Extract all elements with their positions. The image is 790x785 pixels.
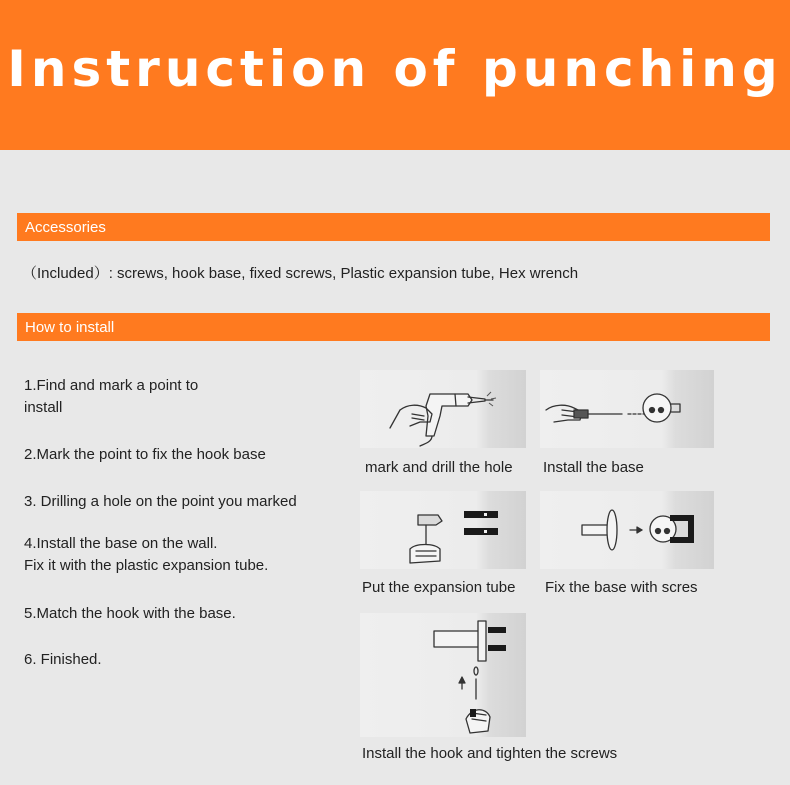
- step-text: 4.Install the base on the wall.: [24, 535, 218, 552]
- step-4: [24, 533, 334, 577]
- fix-base-figure: [540, 491, 714, 569]
- base-install-figure: [540, 370, 714, 448]
- figure-caption: Install the hook and tighten the screws: [362, 745, 618, 762]
- step-text: 3. Drilling a hole on the point you marked: [24, 493, 297, 510]
- page-title: Instruction of punching: [7, 40, 783, 98]
- accessories-section-header: [17, 213, 770, 241]
- step-text: install: [24, 399, 63, 416]
- hook-install-figure: [360, 613, 526, 737]
- drill-icon: [360, 370, 526, 448]
- expansion-tube-figure: [360, 491, 526, 569]
- drill-figure: [360, 370, 526, 448]
- header-banner: [0, 0, 790, 150]
- step-text: 2.Mark the point to fix the hook base: [24, 446, 266, 463]
- base-icon: [540, 491, 714, 569]
- figure-caption: mark and drill the hole: [365, 459, 513, 476]
- step-1: [24, 375, 334, 419]
- step-text: 6. Finished.: [24, 651, 102, 668]
- install-section-header: [17, 313, 770, 341]
- step-5: [24, 603, 334, 625]
- screwdriver-icon: [540, 370, 714, 448]
- accessories-label: Accessories: [25, 218, 106, 236]
- step-6: [24, 649, 334, 671]
- step-2: [24, 444, 334, 466]
- accessories-text: （Included）: screws, hook base, fixed screws, Plastic expansion tube, Hex wrench: [22, 265, 579, 282]
- figure-caption: Put the expansion tube: [362, 579, 516, 596]
- hex-wrench-icon: [360, 613, 526, 737]
- figure-caption: Install the base: [543, 459, 644, 476]
- step-text: 1.Find and mark a point to: [24, 377, 199, 394]
- step-text: 5.Match the hook with the base.: [24, 605, 236, 622]
- figure-caption: Fix the base with scres: [545, 579, 698, 596]
- step-3: [24, 491, 334, 513]
- install-label: How to install: [25, 318, 115, 336]
- step-text: Fix it with the plastic expansion tube.: [24, 557, 269, 574]
- hammer-icon: [360, 491, 526, 569]
